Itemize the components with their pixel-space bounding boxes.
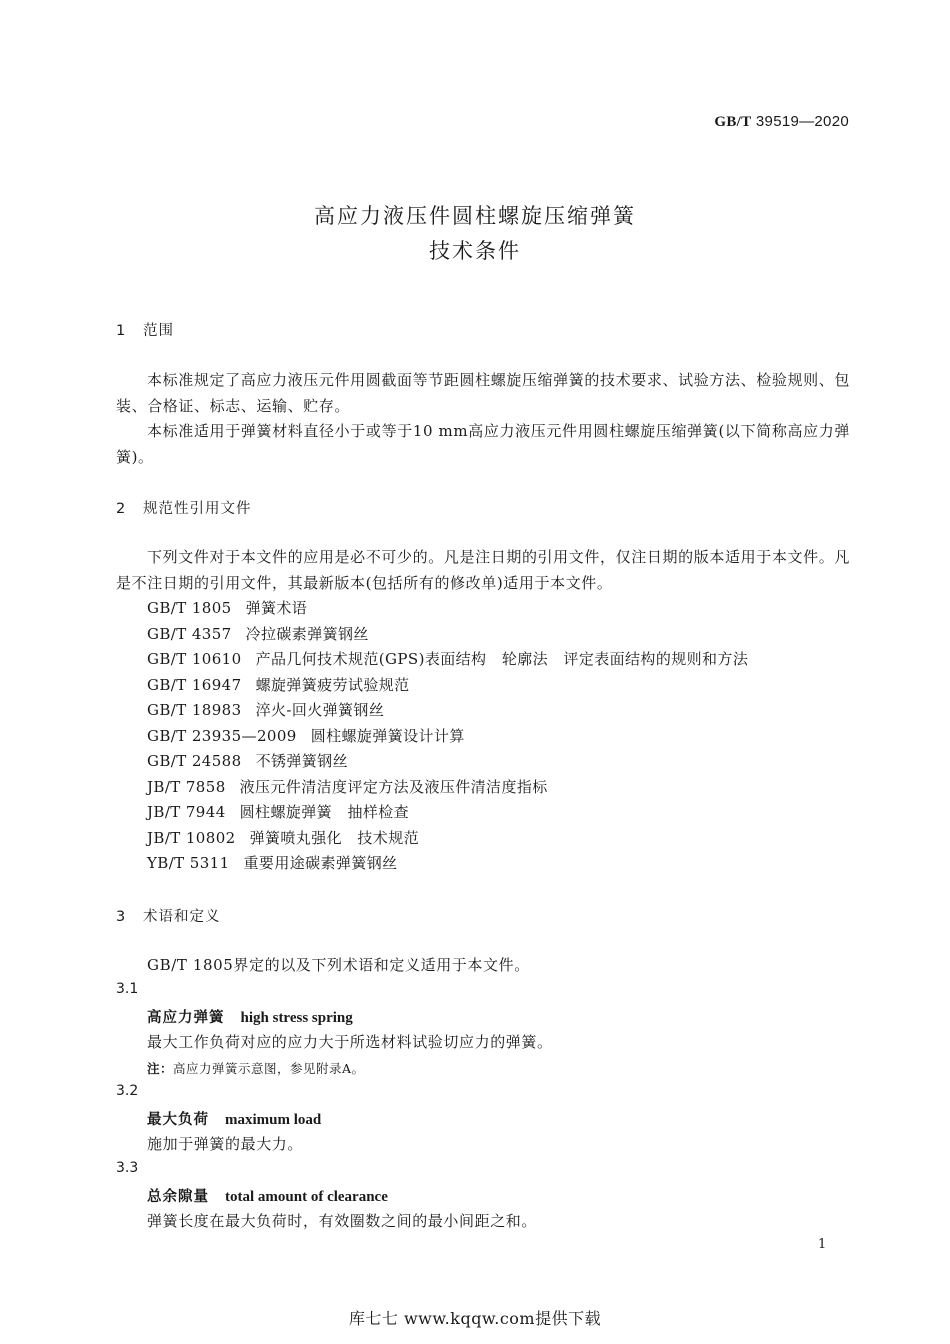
term-definition: 弹簧长度在最大负荷时，有效圈数之间的最小间距之和。 <box>147 1212 538 1230</box>
reference-title: 淬火-回火弹簧钢丝 <box>255 701 385 719</box>
note-label: 注： <box>147 1061 174 1076</box>
reference-item <box>147 776 548 797</box>
section-heading-scope <box>116 319 174 340</box>
reference-title: 液压元件清洁度评定方法及液压件清洁度指标 <box>239 778 548 796</box>
reference-item <box>147 674 410 695</box>
reference-code: GB/T 4357 <box>147 625 232 643</box>
section-number: 1 <box>116 323 127 339</box>
reference-title: 圆柱螺旋弹簧设计计算 <box>310 727 465 745</box>
scope-paragraph-2: 本标准适用于弹簧材料直径小于或等于10 mm高应力液压元件用圆柱螺旋压缩弹簧(以下简称高应力弹簧)。 <box>116 422 850 466</box>
section-heading-terms <box>116 905 221 926</box>
reference-title: 冷拉碳素弹簧钢丝 <box>245 625 369 643</box>
term-number: 3.3 <box>116 1160 139 1176</box>
term-definition: 施加于弹簧的最大力。 <box>147 1135 304 1153</box>
reference-item <box>147 597 307 618</box>
reference-item <box>147 750 348 771</box>
reference-title: 不锈弹簧钢丝 <box>255 752 348 770</box>
reference-code: JB/T 10802 <box>147 829 236 847</box>
term-title <box>147 1006 353 1027</box>
term-title <box>147 1185 388 1206</box>
term-english: high stress spring <box>240 1010 353 1026</box>
term-title <box>147 1108 321 1129</box>
reference-title: 螺旋弹簧疲劳试验规范 <box>255 676 410 694</box>
normative-refs-intro: 下列文件对于本文件的应用是必不可少的。凡是注日期的引用文件，仅注日期的版本适用于本文件。凡是不注日期的引用文件，其最新版本(包括所有的修改单)适用于本文件。 <box>116 548 850 592</box>
reference-item <box>147 827 419 848</box>
term-english: total amount of clearance <box>225 1189 388 1205</box>
document-title-line1: 高应力液压件圆柱螺旋压缩弹簧 <box>314 204 636 228</box>
reference-code: GB/T 18983 <box>147 701 242 719</box>
download-watermark: 库七七 www.kqqw.com提供下载 <box>348 1309 602 1328</box>
term-english: maximum load <box>225 1112 322 1128</box>
standard-code: 39519—2020 <box>755 113 849 130</box>
term-chinese: 最大负荷 <box>147 1112 209 1128</box>
reference-code: GB/T 24588 <box>147 752 242 770</box>
reference-code: JB/T 7858 <box>147 778 226 796</box>
scope-paragraph-1: 本标准规定了高应力液压元件用圆截面等节距圆柱螺旋压缩弹簧的技术要求、试验方法、检验规则、包装、合格证、标志、运输、贮存。 <box>116 371 850 415</box>
term-number: 3.2 <box>116 1083 139 1099</box>
section-number: 3 <box>116 909 127 925</box>
standard-prefix: GB/T <box>714 114 752 130</box>
reference-title: 重要用途碳素弹簧钢丝 <box>243 854 398 872</box>
section-heading-normative-refs <box>116 497 252 518</box>
section-title: 规范性引用文件 <box>143 501 252 517</box>
reference-item <box>147 725 465 746</box>
reference-code: YB/T 5311 <box>147 854 230 872</box>
term-chinese: 总余隙量 <box>147 1189 209 1205</box>
section-title: 范围 <box>143 323 174 339</box>
reference-item <box>147 852 398 873</box>
term-chinese: 高应力弹簧 <box>147 1010 225 1026</box>
reference-title: 弹簧术语 <box>245 599 308 617</box>
reference-code: GB/T 1805 <box>147 599 232 617</box>
term-number: 3.1 <box>116 981 139 997</box>
reference-item <box>147 623 369 644</box>
section-title: 术语和定义 <box>143 909 221 925</box>
reference-title: 圆柱螺旋弹簧 抽样检查 <box>239 803 410 821</box>
reference-code: JB/T 7944 <box>147 803 226 821</box>
note-text: 高应力弹簧示意图，参见附录A。 <box>173 1061 365 1076</box>
reference-item <box>147 648 748 669</box>
reference-code: GB/T 16947 <box>147 676 242 694</box>
term-definition: 最大工作负荷对应的应力大于所选材料试验切应力的弹簧。 <box>147 1033 553 1051</box>
standard-number <box>714 113 849 131</box>
reference-item <box>147 801 409 822</box>
page-number: 1 <box>818 1237 827 1252</box>
reference-code: GB/T 23935—2009 <box>147 727 297 745</box>
reference-title: 弹簧喷丸强化 技术规范 <box>249 829 419 847</box>
reference-code: GB/T 10610 <box>147 650 242 668</box>
reference-title: 产品几何技术规范(GPS)表面结构 轮廓法 评定表面结构的规则和方法 <box>255 650 749 668</box>
reference-item <box>147 699 384 720</box>
terms-intro: GB/T 1805界定的以及下列术语和定义适用于本文件。 <box>147 956 530 974</box>
term-note <box>147 1059 365 1077</box>
document-title-line2: 技术条件 <box>429 239 521 263</box>
section-number: 2 <box>116 501 127 517</box>
